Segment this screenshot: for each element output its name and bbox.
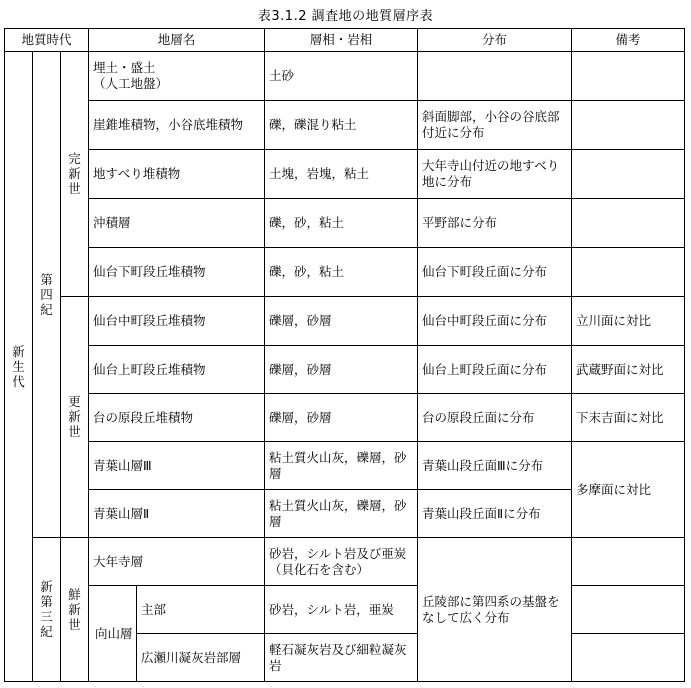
remarks-cell xyxy=(572,52,685,101)
facies-cell: 礫，砂，粘土 xyxy=(265,248,418,297)
distribution-cell xyxy=(418,52,572,101)
distribution-cell: 斜面脚部，小谷の谷底部付近に分布 xyxy=(418,101,572,150)
formation-group-mukaiyama: 向山層 xyxy=(89,586,137,682)
distribution-cell: 仙台中町段丘面に分布 xyxy=(418,297,572,346)
formation-cell: 主部 xyxy=(137,586,265,634)
formation-cell: 仙台上町段丘堆積物 xyxy=(89,346,265,394)
facies-cell: 礫層，砂層 xyxy=(265,297,418,346)
distribution-cell: 大年寺山付近の地すべり地に分布 xyxy=(418,150,572,199)
facies-cell: 砂岩，シルト岩，亜炭 xyxy=(265,586,418,634)
remarks-cell xyxy=(572,101,685,150)
remarks-cell xyxy=(572,634,685,682)
stratigraphy-table xyxy=(4,28,685,682)
table-row xyxy=(5,586,685,634)
facies-cell: 土砂 xyxy=(265,52,418,101)
table-row xyxy=(5,150,685,199)
facies-cell: 粘土質火山灰，礫層，砂層 xyxy=(265,490,418,538)
era-pleistocene: 更新世 xyxy=(61,297,89,538)
facies-cell: 粘土質火山灰，礫層，砂層 xyxy=(265,442,418,490)
facies-cell: 礫，礫混り粘土 xyxy=(265,101,418,150)
formation-cell: 青葉山層Ⅲ xyxy=(89,442,265,490)
table-row xyxy=(5,442,685,490)
table-row xyxy=(5,52,685,101)
formation-cell: 地すべり堆積物 xyxy=(89,150,265,199)
formation-cell: 青葉山層Ⅱ xyxy=(89,490,265,538)
header-remarks: 備考 xyxy=(572,29,685,52)
remarks-cell: 武蔵野面に対比 xyxy=(572,346,685,394)
facies-cell: 礫層，砂層 xyxy=(265,346,418,394)
remarks-cell: 立川面に対比 xyxy=(572,297,685,346)
formation-cell: 埋土・盛土 （人工地盤） xyxy=(89,52,265,101)
table-row xyxy=(5,101,685,150)
era-quaternary: 第四紀 xyxy=(33,52,61,538)
formation-cell: 大年寺層 xyxy=(89,538,265,586)
facies-cell: 礫層，砂層 xyxy=(265,394,418,442)
facies-cell: 砂岩，シルト岩及び亜炭（貝化石を含む） xyxy=(265,538,418,586)
distribution-cell: 青葉山段丘面Ⅲに分布 xyxy=(418,442,572,490)
era-neogene: 新第三紀 xyxy=(33,538,61,682)
era-miocene: 鮮新世 xyxy=(61,538,89,682)
remarks-cell xyxy=(572,150,685,199)
table-title: 表3.1.2 調査地の地質層序表 xyxy=(257,9,434,24)
distribution-cell: 台の原段丘面に分布 xyxy=(418,394,572,442)
header-distribution: 分布 xyxy=(418,29,572,52)
remarks-cell xyxy=(572,248,685,297)
header-era: 地質時代 xyxy=(5,29,89,52)
distribution-cell: 丘陵部に第四系の基盤をなして広く分布 xyxy=(418,538,572,682)
header-formation: 地層名 xyxy=(89,29,265,52)
formation-cell: 崖錐堆積物，小谷底堆積物 xyxy=(89,101,265,150)
facies-cell: 軽石凝灰岩及び細粒凝灰岩 xyxy=(265,634,418,682)
table-row xyxy=(5,394,685,442)
era-holocene: 完新世 xyxy=(61,52,89,297)
facies-cell: 土塊，岩塊，粘土 xyxy=(265,150,418,199)
formation-cell: 仙台下町段丘堆積物 xyxy=(89,248,265,297)
era-cenozoic: 新生代 xyxy=(5,52,33,682)
table-row xyxy=(5,346,685,394)
table-row xyxy=(5,297,685,346)
remarks-cell xyxy=(572,538,685,586)
remarks-cell xyxy=(572,586,685,634)
distribution-cell: 平野部に分布 xyxy=(418,199,572,248)
distribution-cell: 青葉山段丘面Ⅱに分布 xyxy=(418,490,572,538)
header-facies: 層相・岩相 xyxy=(265,29,418,52)
distribution-cell: 仙台上町段丘面に分布 xyxy=(418,346,572,394)
table-row xyxy=(5,538,685,586)
remarks-cell: 多摩面に対比 xyxy=(572,442,685,538)
formation-cell: 広瀬川凝灰岩部層 xyxy=(137,634,265,682)
formation-cell: 台の原段丘堆積物 xyxy=(89,394,265,442)
table-row xyxy=(5,248,685,297)
header-row xyxy=(5,29,685,52)
formation-cell: 仙台中町段丘堆積物 xyxy=(89,297,265,346)
formation-cell: 沖積層 xyxy=(89,199,265,248)
remarks-cell: 下末吉面に対比 xyxy=(572,394,685,442)
distribution-cell: 仙台下町段丘面に分布 xyxy=(418,248,572,297)
table-row xyxy=(5,199,685,248)
remarks-cell xyxy=(572,199,685,248)
facies-cell: 礫，砂，粘土 xyxy=(265,199,418,248)
